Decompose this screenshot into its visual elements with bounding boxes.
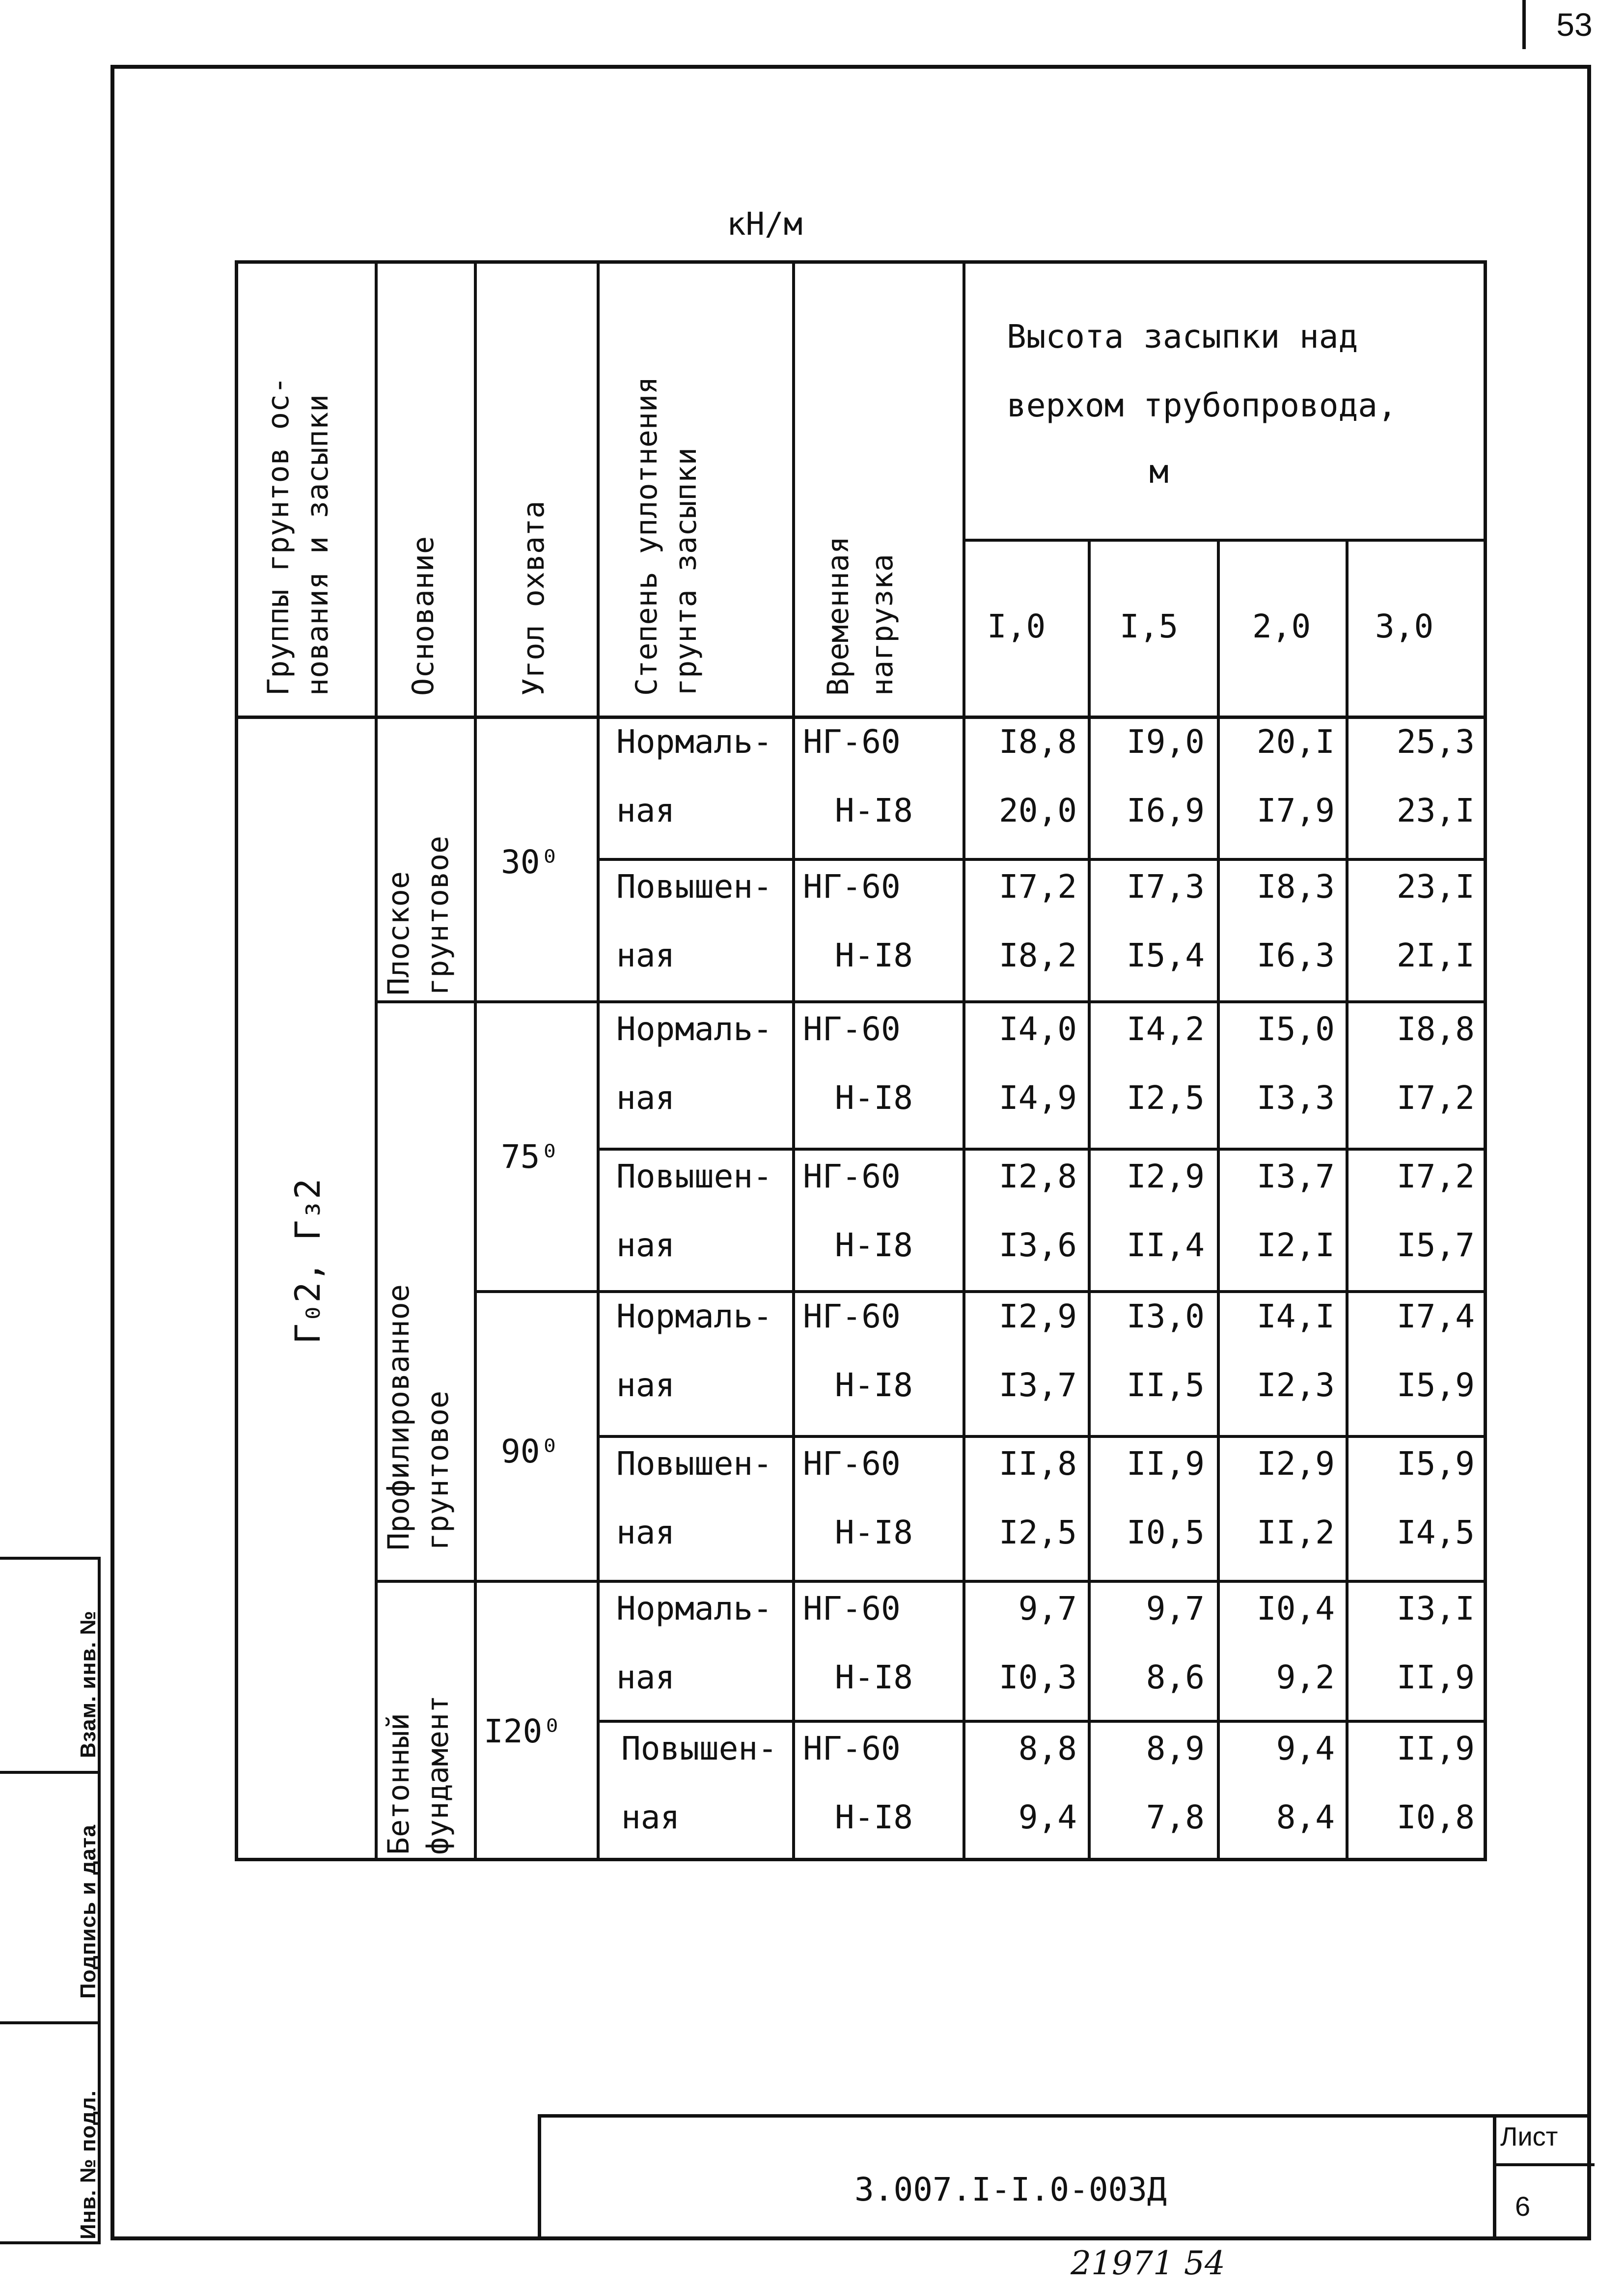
sheet-number: 6: [1515, 2191, 1531, 2222]
compaction-normal-2a: Нормаль-: [616, 1010, 772, 1048]
table-cell: I2,5: [999, 1514, 1077, 1551]
header-degree-line1: Степень уплотнения: [630, 376, 664, 696]
sheet-label: Лист: [1500, 2122, 1558, 2151]
load-cell: Н-I8: [835, 1658, 913, 1696]
table-cell: I3,I: [1397, 1590, 1475, 1627]
table-cell: I6,3: [1257, 937, 1335, 974]
table-cell: 9,4: [1276, 1730, 1335, 1767]
side-label-replacement-inv: Взам. инв. №: [76, 1610, 100, 1758]
table-cell: I5,9: [1397, 1445, 1475, 1483]
table-cell: I3,7: [1257, 1158, 1335, 1195]
compaction-normal-1a: Нормаль-: [616, 723, 772, 761]
base-profiled-line2: грунтовое: [421, 1390, 455, 1550]
load-cell: НГ-60: [803, 1590, 901, 1627]
table-cell: 9,2: [1276, 1658, 1335, 1696]
table-cell: II,2: [1257, 1514, 1335, 1551]
col-divider-7: [1217, 539, 1220, 1860]
load-cell: Н-I8: [835, 1366, 913, 1404]
angle-divider: [474, 1290, 1487, 1293]
table-cell: II,9: [1397, 1730, 1475, 1767]
header-height-line2: верхом трубопровода,: [1007, 386, 1397, 424]
col-divider-6: [1088, 539, 1091, 1860]
load-cell: НГ-60: [803, 723, 901, 761]
load-cell: НГ-60: [803, 1010, 901, 1048]
side-label-signature-date: Подпись и дата: [76, 1824, 100, 1999]
table-cell: I4,9: [999, 1079, 1077, 1117]
table-cell: I2,9: [1257, 1445, 1335, 1483]
table-cell: I3,7: [999, 1366, 1077, 1404]
table-cell: I4,5: [1397, 1514, 1475, 1551]
table-cell: 20,I: [1257, 723, 1335, 761]
table-cell: 20,0: [999, 792, 1077, 829]
sheet-box-divider: [1496, 2163, 1595, 2166]
table-cell: I2,8: [999, 1158, 1077, 1195]
table-cell: I0,4: [1257, 1590, 1335, 1627]
table-cell: I6,9: [1127, 792, 1205, 829]
load-cell: Н-I8: [835, 792, 913, 829]
table-cell: I3,6: [999, 1226, 1077, 1264]
col-divider-5: [963, 264, 965, 1860]
header-groups-line2: нования и засыпки: [301, 394, 335, 696]
compaction-high-4b: ная: [621, 1798, 680, 1836]
table-cell: 8,4: [1276, 1798, 1335, 1836]
table-cell: 8,9: [1146, 1730, 1205, 1767]
table-cell: I7,2: [1397, 1158, 1475, 1195]
page-number: 53: [1556, 6, 1593, 43]
table-cell: I8,3: [1257, 868, 1335, 906]
load-cell: НГ-60: [803, 1158, 901, 1195]
base-divider-2: [375, 1580, 1487, 1583]
load-cell: НГ-60: [803, 1730, 901, 1767]
table-cell: I7,2: [999, 868, 1077, 906]
compaction-high-1b: ная: [616, 937, 675, 974]
compaction-high-3a: Повышен-: [616, 1445, 772, 1483]
table-cell: II,5: [1127, 1366, 1205, 1404]
compaction-high-1a: Повышен-: [616, 868, 772, 906]
table-cell: I5,7: [1397, 1226, 1475, 1264]
compaction-normal-4b: ная: [616, 1658, 675, 1696]
table-cell: 7,8: [1146, 1798, 1205, 1836]
table-cell: I2,9: [999, 1297, 1077, 1335]
table-cell: 23,I: [1397, 792, 1475, 829]
load-cell: Н-I8: [835, 1514, 913, 1551]
header-height-line3: м: [1149, 453, 1169, 491]
col-divider-1: [375, 264, 378, 1860]
header-load-line1: Временная: [821, 536, 855, 696]
angle-120: I20⁰: [484, 1712, 562, 1750]
side-label-original-inv: Инв. № подл.: [76, 2090, 100, 2239]
angle-90: 90⁰: [501, 1433, 560, 1470]
load-cell: НГ-60: [803, 1445, 901, 1483]
load-cell: Н-I8: [835, 937, 913, 974]
table-cell: I3,0: [1127, 1297, 1205, 1335]
table-cell: 9,7: [1018, 1590, 1077, 1627]
header-height-divider: [963, 539, 1487, 542]
compaction-high-2b: ная: [616, 1226, 675, 1264]
load-table: [235, 260, 1487, 1861]
table-cell: I8,8: [999, 723, 1077, 761]
table-cell: 25,3: [1397, 723, 1475, 761]
angle-75: 75⁰: [501, 1138, 560, 1176]
table-cell: I2,3: [1257, 1366, 1335, 1404]
compaction-normal-1b: ная: [616, 792, 675, 829]
col-divider-2: [474, 264, 477, 1860]
units-label: кН/м: [727, 206, 803, 243]
load-cell: НГ-60: [803, 868, 901, 906]
header-h1: I,0: [987, 607, 1046, 645]
header-angle: Угол охвата: [517, 500, 551, 696]
table-cell: I2,9: [1127, 1158, 1205, 1195]
table-cell: I0,3: [999, 1658, 1077, 1696]
table-cell: 2I,I: [1397, 937, 1475, 974]
header-degree-line2: грунта засыпки: [669, 447, 703, 696]
compaction-high-2a: Повышен-: [616, 1158, 772, 1195]
compaction-high-3b: ная: [616, 1514, 675, 1551]
compaction-normal-3b: ная: [616, 1366, 675, 1404]
compaction-high-4a: Повышен-: [621, 1730, 777, 1767]
page-number-divider: [1522, 0, 1526, 49]
base-flat-line1: Плоское: [382, 871, 416, 995]
load-cell: Н-I8: [835, 1226, 913, 1264]
base-divider-1: [375, 1000, 1487, 1003]
table-cell: I7,3: [1127, 868, 1205, 906]
table-cell: I8,2: [999, 937, 1077, 974]
table-cell: II,9: [1127, 1445, 1205, 1483]
handwritten-note: 21971 54: [1071, 2244, 1225, 2282]
header-h4: 3,0: [1375, 607, 1434, 645]
table-cell: I4,0: [999, 1010, 1077, 1048]
table-cell: I7,9: [1257, 792, 1335, 829]
compaction-normal-3a: Нормаль-: [616, 1297, 772, 1335]
table-cell: I5,9: [1397, 1366, 1475, 1404]
header-h2: I,5: [1120, 607, 1179, 645]
angle-30: 30⁰: [501, 843, 560, 881]
table-cell: I3,3: [1257, 1079, 1335, 1117]
table-cell: 9,4: [1018, 1798, 1077, 1836]
table-cell: I2,5: [1127, 1079, 1205, 1117]
header-height-line1: Высота засыпки над: [1007, 318, 1358, 356]
header-load-line2: нагрузка: [865, 554, 900, 696]
table-cell: I9,0: [1127, 723, 1205, 761]
compaction-normal-4a: Нормаль-: [616, 1590, 772, 1627]
table-cell: I8,8: [1397, 1010, 1475, 1048]
table-cell: I2,I: [1257, 1226, 1335, 1264]
load-cell: НГ-60: [803, 1297, 901, 1335]
compaction-divider-1: [597, 858, 1487, 861]
compaction-normal-2b: ная: [616, 1079, 675, 1117]
table-cell: I0,8: [1397, 1798, 1475, 1836]
document-code: 3.007.I-I.0-003Д: [854, 2171, 1167, 2208]
compaction-divider-4: [597, 1720, 1487, 1723]
table-cell: I0,5: [1127, 1514, 1205, 1551]
table-cell: II,8: [999, 1445, 1077, 1483]
header-bottom-line: [238, 716, 1487, 719]
base-concrete-line2: фундамент: [421, 1695, 455, 1855]
col-divider-3: [597, 264, 600, 1860]
header-base: Основание: [406, 536, 440, 696]
table-cell: I4,2: [1127, 1010, 1205, 1048]
soil-group-value: Г₀2, Г₃2: [288, 1178, 328, 1344]
load-cell: Н-I8: [835, 1079, 913, 1117]
table-cell: II,9: [1397, 1658, 1475, 1696]
table-cell: I5,4: [1127, 937, 1205, 974]
header-h3: 2,0: [1252, 607, 1311, 645]
header-groups-line1: Группы грунтов ос-: [261, 376, 296, 696]
base-flat-line2: грунтовое: [421, 835, 455, 995]
load-cell: Н-I8: [835, 1798, 913, 1836]
table-cell: I5,0: [1257, 1010, 1335, 1048]
table-cell: I7,2: [1397, 1079, 1475, 1117]
base-profiled-line1: Профилированное: [382, 1284, 416, 1550]
table-cell: 23,I: [1397, 868, 1475, 906]
table-cell: 8,6: [1146, 1658, 1205, 1696]
table-cell: II,4: [1127, 1226, 1205, 1264]
table-cell: I7,4: [1397, 1297, 1475, 1335]
col-divider-8: [1346, 539, 1349, 1860]
table-cell: 9,7: [1146, 1590, 1205, 1627]
compaction-divider-2: [597, 1148, 1487, 1151]
compaction-divider-3: [597, 1435, 1487, 1438]
col-divider-4: [792, 264, 795, 1860]
table-cell: 8,8: [1018, 1730, 1077, 1767]
base-concrete-line1: Бетонный: [382, 1713, 416, 1855]
table-cell: I4,I: [1257, 1297, 1335, 1335]
